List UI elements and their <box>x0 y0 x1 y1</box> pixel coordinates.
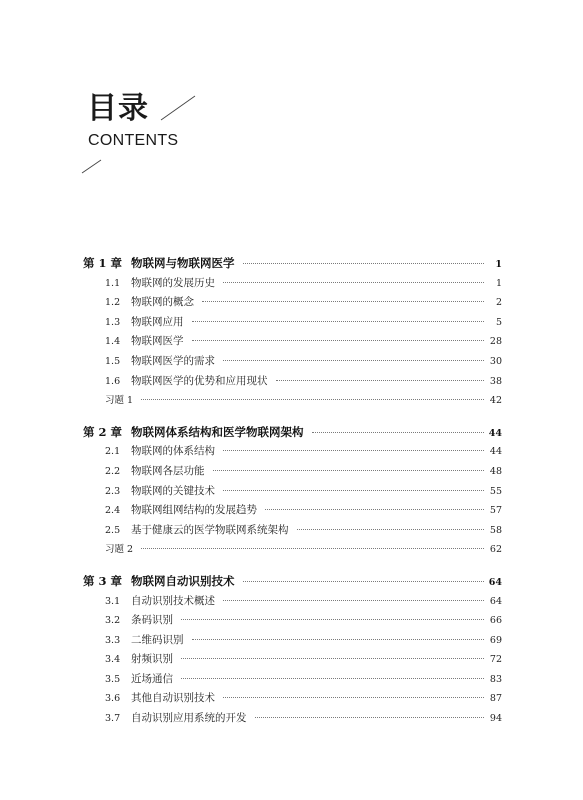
toc-entry-page-number: 48 <box>489 465 502 477</box>
toc-entry-title: 物联网自动识别技术 <box>131 573 235 588</box>
toc-entry-title: 物联网各层功能 <box>131 464 205 477</box>
toc-entry-page-number: 64 <box>488 576 502 588</box>
decorative-slash-lower <box>82 160 101 173</box>
dot-leader <box>223 360 484 361</box>
toc-entry-number: 3.6 <box>105 693 121 705</box>
page-subtitle: CONTENTS <box>88 132 179 149</box>
page-title: 目录 <box>87 91 149 126</box>
toc-section-entry[interactable] <box>83 650 502 670</box>
toc-entry-page-number: 30 <box>489 355 502 367</box>
dot-leader <box>192 639 485 640</box>
chapter-spacer <box>83 560 502 572</box>
toc-chapter-entry[interactable] <box>83 254 502 274</box>
toc-entry-page-number: 57 <box>489 505 502 517</box>
dot-leader <box>223 282 484 283</box>
toc-entry-page-number: 44 <box>488 427 502 439</box>
toc-entry-title: 物联网的发展历史 <box>131 276 215 289</box>
toc-entry-number: 第 2 章 <box>83 424 123 439</box>
toc-entry-number: 2.2 <box>105 465 121 477</box>
toc-entry-number: 1.5 <box>105 355 121 367</box>
toc-entry-title: 习题 1 <box>105 395 134 407</box>
dot-leader <box>223 697 484 698</box>
dot-leader <box>243 263 485 264</box>
toc-entry-title: 射频识别 <box>131 653 173 666</box>
toc-entry-title: 二维码识别 <box>131 633 184 646</box>
dot-leader <box>265 509 484 510</box>
dot-leader <box>181 658 484 659</box>
toc-entry-number: 1.1 <box>105 277 121 289</box>
toc-entry-title: 自动识别技术概述 <box>131 594 215 607</box>
toc-entry-number: 3.7 <box>105 713 121 725</box>
dot-leader <box>223 450 484 451</box>
dot-leader <box>276 380 485 381</box>
toc-section-entry[interactable] <box>83 482 502 502</box>
toc-entry-page-number: 38 <box>489 375 502 387</box>
dot-leader <box>213 470 485 471</box>
dot-leader <box>181 619 484 620</box>
toc-entry-title: 物联网的体系结构 <box>131 445 215 458</box>
toc-entry-page-number: 87 <box>489 693 502 705</box>
dot-leader <box>243 581 485 582</box>
toc-entry-number: 第 3 章 <box>83 573 123 588</box>
toc-section-entry[interactable] <box>83 274 502 294</box>
toc-section-entry[interactable] <box>83 709 502 729</box>
toc-entry-page-number: 28 <box>489 336 502 348</box>
toc-section-entry[interactable] <box>83 521 502 541</box>
toc-entry-page-number: 72 <box>489 654 502 666</box>
toc-entry-number: 1.2 <box>105 297 121 309</box>
toc-section-entry[interactable] <box>83 501 502 521</box>
toc-section-entry[interactable] <box>83 462 502 482</box>
toc-entry-title: 近场通信 <box>131 672 173 685</box>
toc-chapter-entry[interactable] <box>83 572 502 592</box>
toc-section-entry[interactable] <box>83 372 502 392</box>
toc-exercise-entry[interactable] <box>83 391 502 411</box>
toc-entry-number: 3.1 <box>105 595 121 607</box>
toc-entry-title: 条码识别 <box>131 614 173 627</box>
toc-entry-title: 基于健康云的医学物联网系统架构 <box>131 523 289 536</box>
toc-section-entry[interactable] <box>83 670 502 690</box>
toc-entry-title: 物联网应用 <box>131 315 184 328</box>
toc-entry-number: 2.5 <box>105 524 121 536</box>
toc-section-entry[interactable] <box>83 293 502 313</box>
toc-entry-page-number: 66 <box>489 615 502 627</box>
chapter-spacer <box>83 411 502 423</box>
toc-entry-page-number: 64 <box>489 595 502 607</box>
toc-chapter-entry[interactable] <box>83 423 502 443</box>
toc-entry-page-number: 42 <box>489 395 502 407</box>
toc-entry-page-number: 5 <box>495 316 502 328</box>
toc-entry-number: 第 1 章 <box>83 256 123 270</box>
toc-entry-title: 物联网医学的优势和应用现状 <box>131 374 268 387</box>
toc-entry-title: 其他自动识别技术 <box>131 692 215 705</box>
dot-leader <box>297 529 485 530</box>
toc-entry-number: 1.3 <box>105 316 121 328</box>
toc-entry-title: 自动识别应用系统的开发 <box>131 712 247 725</box>
toc-entry-number: 3.2 <box>105 615 121 627</box>
toc-section-entry[interactable] <box>83 689 502 709</box>
dot-leader <box>202 301 484 302</box>
toc-entry-title: 物联网医学的需求 <box>131 354 215 367</box>
toc-entry-page-number: 58 <box>489 524 502 536</box>
toc-entry-page-number: 55 <box>489 485 502 497</box>
toc-entry-number: 1.4 <box>105 336 121 348</box>
toc-entry-page-number: 94 <box>489 713 502 725</box>
dot-leader <box>255 717 485 718</box>
toc-section-entry[interactable] <box>83 313 502 333</box>
toc-entry-number: 1.6 <box>105 375 121 387</box>
toc-entry-page-number: 1 <box>495 277 502 289</box>
toc-section-entry[interactable] <box>83 352 502 372</box>
toc-entry-title: 物联网的概念 <box>131 296 194 309</box>
toc-section-entry[interactable] <box>83 442 502 462</box>
toc-section-entry[interactable] <box>83 592 502 612</box>
toc-entry-title: 物联网组网结构的发展趋势 <box>131 504 257 517</box>
toc-section-entry[interactable] <box>83 611 502 631</box>
table-of-contents <box>83 254 502 729</box>
dot-leader <box>192 321 485 322</box>
toc-entry-number: 2.1 <box>105 446 121 458</box>
toc-entry-number: 3.4 <box>105 654 121 666</box>
toc-entry-page-number: 83 <box>489 673 502 685</box>
dot-leader <box>141 548 484 549</box>
dot-leader <box>312 432 485 433</box>
dot-leader <box>192 340 485 341</box>
toc-section-entry[interactable] <box>83 332 502 352</box>
dot-leader <box>223 490 484 491</box>
toc-entry-page-number: 69 <box>489 634 502 646</box>
toc-exercise-entry[interactable] <box>83 540 502 560</box>
toc-entry-number: 3.3 <box>105 634 121 646</box>
dot-leader <box>181 678 484 679</box>
toc-entry-page-number: 2 <box>495 297 502 309</box>
toc-entry-page-number: 62 <box>489 544 502 556</box>
dot-leader <box>141 399 484 400</box>
toc-entry-page-number: 1 <box>495 259 502 270</box>
toc-entry-title: 物联网体系结构和医学物联网架构 <box>131 424 304 439</box>
toc-entry-number: 2.3 <box>105 485 121 497</box>
toc-entry-title: 物联网与物联网医学 <box>131 256 235 270</box>
toc-entry-number: 3.5 <box>105 673 121 685</box>
toc-entry-page-number: 44 <box>489 446 502 458</box>
toc-entry-number: 2.4 <box>105 505 121 517</box>
dot-leader <box>223 600 484 601</box>
toc-entry-title: 习题 2 <box>105 544 134 556</box>
toc-entry-title: 物联网的关键技术 <box>131 484 215 497</box>
decorative-slash-upper <box>161 96 195 120</box>
toc-entry-title: 物联网医学 <box>131 335 184 348</box>
toc-section-entry[interactable] <box>83 631 502 651</box>
